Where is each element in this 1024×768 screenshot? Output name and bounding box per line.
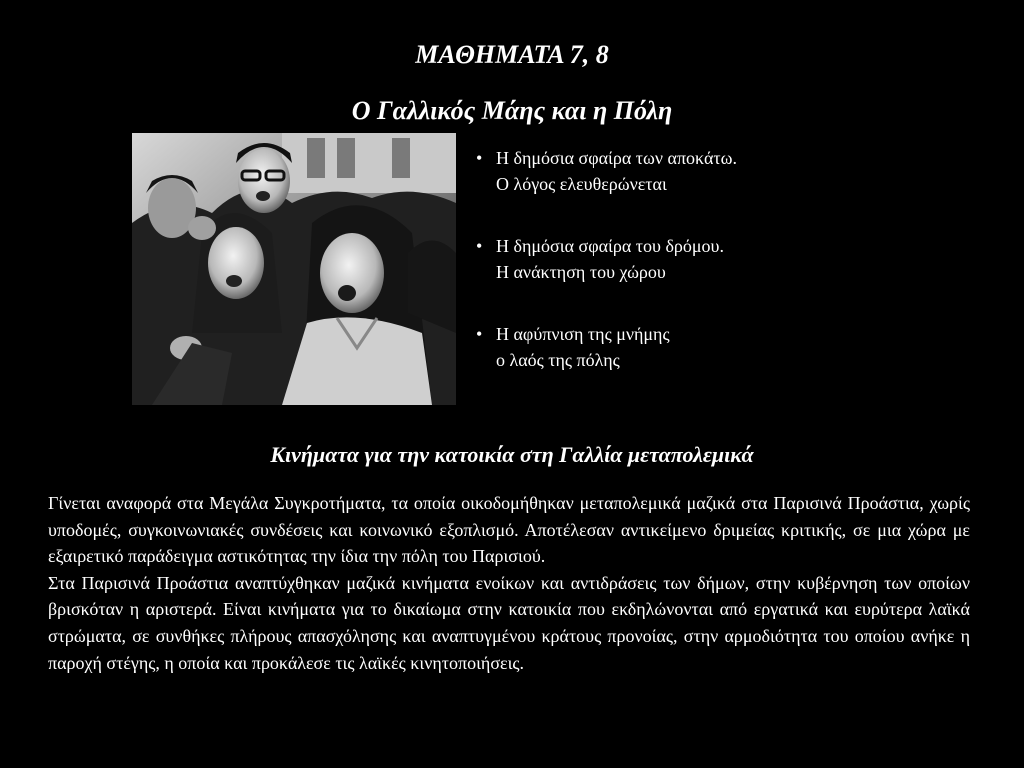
bullet-text: Η αφύπνιση της μνήμης [496, 324, 670, 344]
bullet-item [476, 233, 896, 285]
bullet-marker: • [476, 236, 483, 256]
bullet-marker: • [476, 148, 483, 168]
page-subtitle: Ο Γαλλικός Μάης και η Πόλη [351, 96, 673, 125]
bullet-marker: • [476, 324, 483, 344]
page-title: ΜΑΘΗΜΑΤΑ 7, 8 [415, 40, 609, 69]
bullet-text: Η δημόσια σφαίρα των αποκάτω. [496, 148, 737, 168]
bullet-subtext: Η ανάκτηση του χώρου [496, 262, 666, 282]
bullet-text: Η δημόσια σφαίρα του δρόμου. [496, 236, 724, 256]
bullet-item [476, 145, 896, 197]
section-heading: Κινήματα για την κατοικία στη Γαλλία μεταπολεμικά [270, 442, 754, 467]
bullet-item [476, 321, 896, 373]
paragraph: Γίνεται αναφορά στα Μεγάλα Συγκροτήματα, τα οποία οικοδομήθηκαν μεταπολεμικά μαζικά στα Παρισινά Προάστια, χωρίς υποδομές, συγκοινωνιακές συνδέσεις και κοινωνικό εξοπλισμό. Αποτέλεσαν αντικείμενο δριμείας κριτικής, σε μια χώρα με εξαιρετικό παράδειγμα αστικότητας την ίδια την πόλη του Παρισιού. [48, 493, 970, 567]
bullet-subtext: ο λαός της πόλης [496, 350, 620, 370]
protest-photo [132, 133, 456, 405]
body-text [48, 490, 970, 676]
paragraph: Στα Παρισινά Προάστια αναπτύχθηκαν μαζικά κινήματα ενοίκων και αντιδράσεις των δήμων, στην κυβέρνηση των οποίων βρισκόταν η αριστερά. Είναι κινήματα για το δικαίωμα στην κατοικία που εκδηλώνονται από εργατικά και ευρύτερα λαϊκά στρώματα, σε συνθήκες πλήρους απασχόλησης και αναπτυγμένου κράτους προνοίας, στην αρμοδιότητα του οποίου ανήκε η παροχή στέγης, η οποία και προκάλεσε τις λαϊκές κινητοποιήσεις. [48, 572, 970, 673]
bullet-list [476, 145, 896, 409]
bullet-subtext: Ο λόγος ελευθερώνεται [496, 174, 667, 194]
